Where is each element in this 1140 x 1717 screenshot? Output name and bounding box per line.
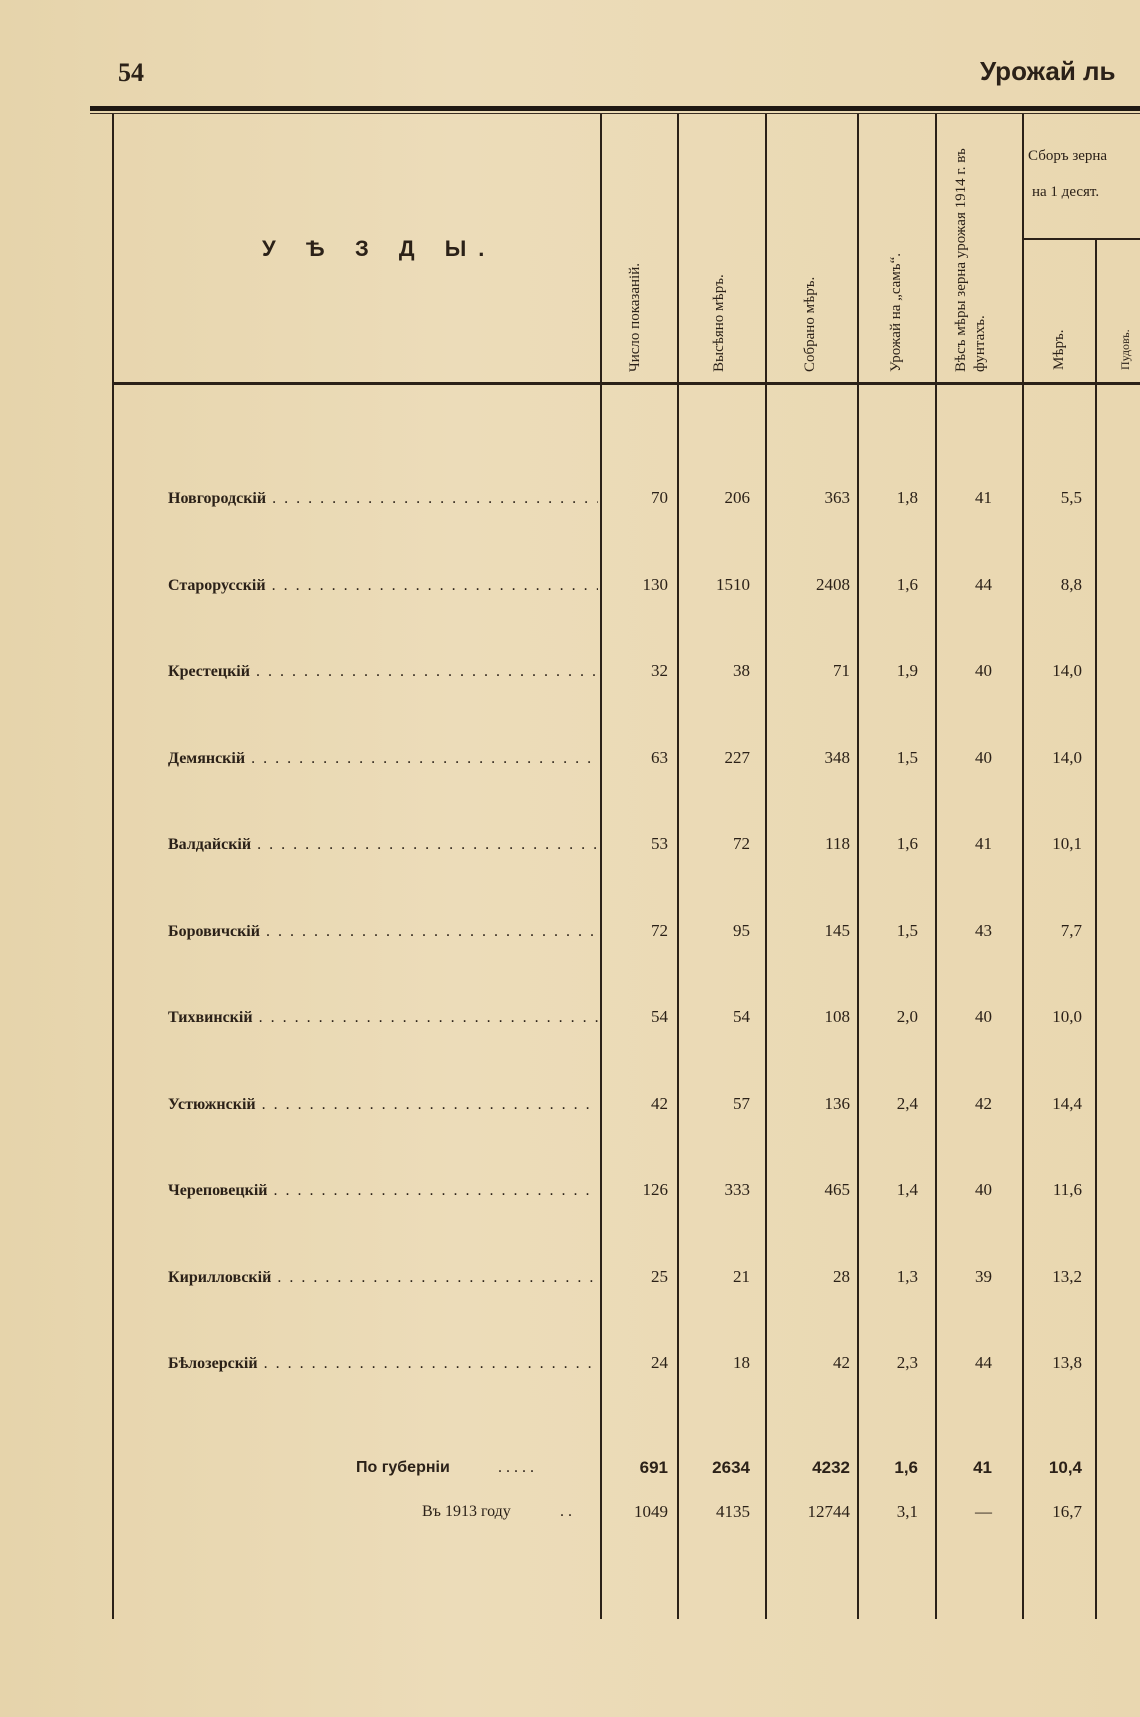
cell-harvested: 348 xyxy=(824,748,850,767)
cell-count: 72 xyxy=(651,921,668,940)
cell-sown: 54 xyxy=(733,1007,750,1026)
total-cell-per-des: 16,7 xyxy=(1052,1502,1082,1521)
header-pudov: Пудовъ. xyxy=(1118,329,1132,370)
cell-count: 25 xyxy=(651,1267,668,1286)
group-header-line2: на 1 десят. xyxy=(1032,184,1100,200)
row-uezd-name: Боровичскій . . . xyxy=(168,923,598,941)
group-header-line1: Сборъ зерна xyxy=(1028,148,1108,164)
total-cell-count: 1049 xyxy=(634,1502,668,1521)
cell-yield: 1,5 xyxy=(896,748,918,767)
column-divider xyxy=(600,114,602,1619)
cell-per-des: 5,5 xyxy=(1060,488,1082,507)
cell-harvested: 108 xyxy=(824,1007,850,1026)
cell-per-des: 14,0 xyxy=(1052,748,1082,767)
column-divider xyxy=(857,114,859,1619)
cell-per-des: 13,2 xyxy=(1052,1267,1082,1286)
cell-count: 53 xyxy=(651,834,668,853)
cell-harvested: 42 xyxy=(833,1353,850,1372)
cell-sown: 1510 xyxy=(716,575,750,594)
cell-yield: 2,4 xyxy=(896,1094,918,1113)
cell-count: 24 xyxy=(651,1353,668,1372)
cell-weight: 41 xyxy=(975,834,992,853)
cell-yield: 1,8 xyxy=(896,488,918,507)
cell-sown: 21 xyxy=(733,1267,750,1286)
row-uezd-name: Кирилловскій . . . xyxy=(168,1269,598,1287)
total-cell-yield: 3,1 xyxy=(896,1502,918,1521)
total-cell-per-des: 10,4 xyxy=(1048,1458,1082,1477)
column-divider xyxy=(1095,240,1097,1619)
cell-sown: 57 xyxy=(733,1094,750,1113)
cell-count: 32 xyxy=(651,661,668,680)
cell-harvested: 465 xyxy=(824,1180,850,1199)
cell-weight: 43 xyxy=(975,921,992,940)
cell-count: 63 xyxy=(651,748,668,767)
cell-harvested: 28 xyxy=(833,1267,850,1286)
cell-sown: 333 xyxy=(724,1180,750,1199)
cell-yield: 1,6 xyxy=(896,575,918,594)
leader-dots: . . . . . xyxy=(498,1459,534,1476)
top-rule xyxy=(90,106,1140,111)
cell-sown: 18 xyxy=(733,1353,750,1372)
cell-per-des: 14,0 xyxy=(1052,661,1082,680)
cell-harvested: 71 xyxy=(833,661,850,680)
cell-yield: 1,4 xyxy=(896,1180,918,1199)
cell-sown: 38 xyxy=(733,661,750,680)
cell-weight: 40 xyxy=(975,1180,992,1199)
cell-harvested: 363 xyxy=(824,488,850,507)
header-count: Число показаній. xyxy=(627,263,643,372)
total-cell-yield: 1,6 xyxy=(894,1458,918,1477)
cell-weight: 44 xyxy=(975,1353,992,1372)
cell-harvested: 136 xyxy=(824,1094,850,1113)
cell-per-des: 10,1 xyxy=(1052,834,1082,853)
cell-sown: 95 xyxy=(733,921,750,940)
row-uezd-name: Череповецкій . . . xyxy=(168,1182,598,1200)
page-number: 54 xyxy=(118,58,144,87)
cell-yield: 2,3 xyxy=(896,1353,918,1372)
column-divider xyxy=(1022,114,1024,1619)
header-yield: Урожай на „самъ“. xyxy=(888,253,904,372)
row-uezd-name: Устюжнскій . . . xyxy=(168,1096,598,1114)
table-header-uezdy: У Ѣ З Д Ы. xyxy=(262,236,497,261)
cell-per-des: 7,7 xyxy=(1060,921,1082,940)
cell-yield: 1,3 xyxy=(896,1267,918,1286)
total-cell-count: 691 xyxy=(639,1458,668,1477)
total-label-province: По губерніи xyxy=(356,1459,450,1476)
header-mer: Мѣръ. xyxy=(1051,329,1067,370)
cell-yield: 1,9 xyxy=(896,661,918,680)
cell-per-des: 14,4 xyxy=(1052,1094,1082,1113)
cell-per-des: 11,6 xyxy=(1052,1180,1082,1199)
cell-sown: 206 xyxy=(724,488,750,507)
header-harvested: Собрано мѣръ. xyxy=(802,276,818,372)
cell-weight: 42 xyxy=(975,1094,992,1113)
cell-count: 70 xyxy=(651,488,668,507)
column-divider xyxy=(935,114,937,1619)
cell-per-des: 8,8 xyxy=(1060,575,1082,594)
cell-yield: 1,6 xyxy=(896,834,918,853)
cell-per-des: 10,0 xyxy=(1052,1007,1082,1026)
cell-sown: 227 xyxy=(724,748,750,767)
cell-harvested: 145 xyxy=(824,921,850,940)
row-uezd-name: Новгородскій . . . xyxy=(168,490,598,508)
column-divider xyxy=(677,114,679,1619)
cell-weight: 41 xyxy=(975,488,992,507)
row-uezd-name: Демянскій . . . xyxy=(168,750,598,768)
header-sown: Высѣяно мѣръ. xyxy=(711,274,727,372)
row-uezd-name: Бѣлозерскій . . . xyxy=(168,1355,598,1373)
header-weight: Вѣсъ мѣры зерна урожая 1914 г. въ фунтахъ. xyxy=(953,148,988,372)
top-rule-thin xyxy=(90,113,1140,114)
row-uezd-name: Крестецкій . . . xyxy=(168,663,598,681)
running-head: Урожай ль xyxy=(980,56,1116,86)
row-uezd-name: Валдайскій . . . xyxy=(168,836,598,854)
total-cell-sown: 4135 xyxy=(716,1502,750,1521)
total-cell-harvested: 12744 xyxy=(807,1502,850,1521)
total-cell-sown: 2634 xyxy=(712,1458,750,1477)
cell-yield: 2,0 xyxy=(896,1007,918,1026)
column-divider xyxy=(765,114,767,1619)
table-left-border xyxy=(112,114,114,1619)
row-uezd-name: Тихвинскій . . . xyxy=(168,1009,598,1027)
cell-count: 54 xyxy=(651,1007,668,1026)
cell-weight: 40 xyxy=(975,1007,992,1026)
cell-weight: 40 xyxy=(975,748,992,767)
cell-yield: 1,5 xyxy=(896,921,918,940)
leader-dots: . . xyxy=(560,1503,572,1520)
group-header-rule xyxy=(1022,238,1140,240)
total-label-1913: Въ 1913 году xyxy=(422,1503,511,1520)
total-cell-weight: — xyxy=(975,1502,992,1521)
cell-harvested: 118 xyxy=(825,834,850,853)
cell-count: 42 xyxy=(651,1094,668,1113)
total-cell-harvested: 4232 xyxy=(812,1458,850,1477)
cell-count: 130 xyxy=(642,575,668,594)
cell-harvested: 2408 xyxy=(816,575,850,594)
cell-weight: 44 xyxy=(975,575,992,594)
cell-weight: 39 xyxy=(975,1267,992,1286)
cell-weight: 40 xyxy=(975,661,992,680)
total-cell-weight: 41 xyxy=(973,1458,992,1477)
header-bottom-rule xyxy=(112,382,1140,385)
cell-sown: 72 xyxy=(733,834,750,853)
row-uezd-name: Старорусскій . . . xyxy=(168,577,598,595)
cell-per-des: 13,8 xyxy=(1052,1353,1082,1372)
cell-count: 126 xyxy=(642,1180,668,1199)
